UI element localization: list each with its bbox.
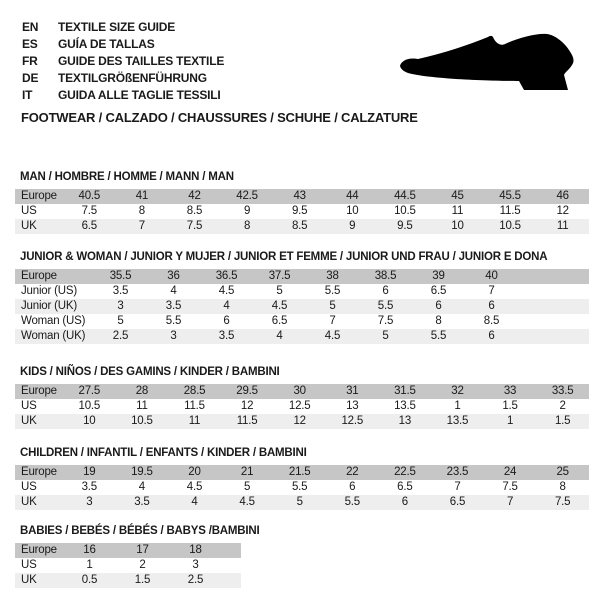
table-cell: 13.5	[394, 400, 416, 412]
table-cell: 17	[136, 544, 149, 556]
section-title: MAN / HOMBRE / HOMME / MANN / MAN	[20, 171, 234, 183]
table-cell: 4.5	[186, 481, 203, 493]
section-title: JUNIOR & WOMAN / JUNIOR Y MUJER / JUNIOR ET FEMME / JUNIOR UND FRAU / JUNIOR E DONA	[20, 251, 548, 263]
table-cell: 11.5	[499, 205, 521, 217]
table-cell: 1.5	[134, 574, 151, 586]
row-label: US	[21, 205, 37, 217]
table-cell: 7.5	[554, 496, 571, 508]
row-label: UK	[21, 415, 37, 427]
table-cell: 6	[382, 285, 389, 297]
table-cell: 21	[240, 466, 254, 478]
table-cell: 31	[346, 385, 359, 397]
size-table	[15, 543, 241, 588]
section-title: BABIES / BEBÉS / BÉBÉS / BABYS /BAMBINI	[20, 525, 260, 537]
row-label: US	[21, 400, 37, 412]
table-cell: 10	[83, 415, 96, 427]
table-cell: 5	[329, 300, 336, 312]
row-label: Europe	[21, 466, 57, 478]
table-cell: 21.5	[288, 466, 311, 478]
table-cell: 40	[485, 270, 498, 282]
size-section-children	[15, 447, 600, 510]
table-cell: 45.5	[499, 190, 521, 202]
table-cell: 24	[503, 466, 517, 478]
row-label: UK	[21, 574, 37, 586]
table-row	[15, 269, 589, 284]
table-cell: 6	[223, 315, 230, 327]
table-row	[15, 543, 241, 558]
table-cell: 7	[506, 496, 514, 508]
table-cell: 23.5	[446, 466, 469, 478]
table-cell: 18	[189, 544, 202, 556]
table-row	[15, 314, 589, 329]
table-cell: 9	[349, 220, 356, 232]
language-code: FR	[22, 54, 38, 68]
table-row	[15, 573, 241, 588]
table-cell: 5	[117, 315, 124, 327]
table-cell: 1	[86, 559, 93, 571]
table-cell: 3.5	[218, 330, 235, 342]
size-table	[15, 384, 589, 429]
table-cell: 13.5	[446, 415, 469, 427]
table-cell: 8	[243, 220, 251, 232]
table-cell: 3	[192, 559, 199, 571]
table-cell: 22.5	[394, 466, 416, 478]
table-cell: 28.5	[183, 385, 206, 397]
table-cell: 5.5	[430, 330, 447, 342]
table-cell: 5.5	[344, 496, 360, 508]
table-cell: 9.5	[397, 220, 413, 232]
language-code: ES	[22, 37, 38, 51]
table-cell: 13	[398, 415, 412, 427]
category-title: FOOTWEAR / CALZADO / CHAUSSURES / SCHUHE / CALZATURE	[21, 110, 418, 125]
table-cell: 6.5	[271, 315, 288, 327]
table-cell: 30	[293, 385, 306, 397]
table-cell: 6	[435, 300, 442, 312]
row-label: UK	[21, 220, 37, 232]
table-row	[15, 189, 589, 204]
row-label: Europe	[21, 270, 57, 282]
table-cell: 8.5	[483, 315, 500, 327]
table-cell: 5.5	[165, 315, 182, 327]
size-section-junior-woman	[15, 251, 600, 344]
table-cell: 8	[435, 315, 442, 327]
dress-shoe-icon	[400, 33, 575, 93]
table-cell: 7.5	[377, 315, 394, 327]
table-cell: 20	[188, 466, 201, 478]
table-row	[15, 399, 589, 414]
size-tables	[0, 171, 600, 588]
table-cell: 7	[138, 220, 145, 232]
table-cell: 8	[138, 205, 145, 217]
table-cell: 12.5	[288, 400, 311, 412]
table-cell: 42	[188, 190, 201, 202]
table-cell: 10.5	[131, 415, 153, 427]
table-cell: 4.5	[271, 300, 288, 312]
table-cell: 0.5	[81, 574, 98, 586]
language-code: EN	[22, 20, 39, 34]
table-cell: 9.5	[291, 205, 308, 217]
table-row	[15, 204, 589, 219]
table-cell: 7.5	[186, 220, 203, 232]
table-cell: 32	[451, 385, 464, 397]
table-cell: 38.5	[374, 270, 397, 282]
row-label: Junior (UK)	[21, 300, 77, 312]
table-cell: 28	[135, 385, 149, 397]
table-cell: 6.5	[397, 481, 413, 493]
row-label: US	[21, 559, 37, 571]
table-cell: 5	[276, 285, 283, 297]
language-label: TEXTILE SIZE GUIDE	[58, 20, 176, 34]
table-cell: 5.5	[291, 481, 308, 493]
table-cell: 10.5	[499, 220, 521, 232]
table-cell: 6	[349, 481, 356, 493]
table-cell: 2	[139, 559, 146, 571]
table-cell: 4.5	[324, 330, 341, 342]
size-section-kids	[15, 366, 600, 429]
language-label: TEXTILGRÖßENFÜHRUNG	[58, 71, 207, 85]
language-label: GUIDA ALLE TAGLIE TESSILI	[58, 88, 221, 102]
table-cell: 11.5	[184, 400, 205, 412]
table-row	[15, 465, 589, 480]
table-cell: 3.5	[81, 481, 97, 493]
size-table	[15, 189, 589, 234]
table-cell: 6.5	[449, 496, 466, 508]
size-table	[15, 465, 589, 510]
row-label: Europe	[21, 190, 57, 202]
table-cell: 38	[326, 270, 339, 282]
table-cell: 8	[559, 481, 566, 493]
table-row	[15, 219, 589, 234]
table-cell: 11.5	[236, 415, 258, 427]
table-cell: 1.5	[554, 415, 571, 427]
table-cell: 27.5	[78, 385, 101, 397]
table-cell: 3.5	[165, 300, 182, 312]
table-cell: 4	[170, 285, 177, 297]
table-cell: 7	[454, 481, 461, 493]
table-cell: 31.5	[394, 385, 416, 397]
table-cell: 44.5	[394, 190, 416, 202]
table-cell: 6.5	[430, 285, 447, 297]
table-cell: 36	[167, 270, 180, 282]
table-cell: 4	[276, 330, 283, 342]
row-label: UK	[21, 496, 37, 508]
language-label: GUÍA DE TALLAS	[58, 37, 155, 51]
table-cell: 12	[293, 415, 306, 427]
table-cell: 5	[243, 481, 251, 493]
table-cell: 19	[83, 466, 96, 478]
table-cell: 36.5	[215, 270, 238, 282]
table-cell: 6.5	[81, 220, 97, 232]
table-cell: 6	[488, 330, 495, 342]
table-cell: 39	[432, 270, 445, 282]
table-cell: 4	[191, 496, 198, 508]
table-cell: 3.5	[134, 496, 150, 508]
section-title: KIDS / NIÑOS / DES GAMINS / KINDER / BAMBINI	[20, 366, 280, 378]
table-cell: 11	[451, 205, 464, 217]
row-label: US	[21, 481, 37, 493]
table-cell: 42.5	[236, 190, 258, 202]
table-cell: 10.5	[78, 400, 101, 412]
row-label: Junior (US)	[21, 285, 77, 297]
table-cell: 4	[223, 300, 230, 312]
table-cell: 46	[556, 190, 569, 202]
table-cell: 2.5	[112, 330, 129, 342]
table-cell: 10.5	[394, 205, 416, 217]
table-row	[15, 284, 589, 299]
row-label: Europe	[21, 385, 57, 397]
table-cell: 4.5	[239, 496, 255, 508]
table-cell: 2	[559, 400, 566, 412]
language-code: IT	[22, 88, 33, 102]
table-cell: 12.5	[341, 415, 364, 427]
table-cell: 10	[346, 205, 359, 217]
table-cell: 1	[454, 400, 461, 412]
table-cell: 2.5	[187, 574, 204, 586]
table-cell: 33	[503, 385, 517, 397]
size-section-man	[15, 171, 600, 234]
table-cell: 33.5	[551, 385, 574, 397]
row-label: Europe	[21, 544, 57, 556]
size-section-babies	[15, 525, 600, 588]
table-cell: 44	[346, 190, 359, 202]
table-cell: 29.5	[236, 385, 258, 397]
table-cell: 3	[86, 496, 93, 508]
table-row	[15, 495, 589, 510]
language-label: GUIDE DES TAILLES TEXTILE	[58, 54, 225, 68]
table-cell: 1	[506, 415, 514, 427]
table-cell: 43	[293, 190, 306, 202]
table-cell: 25	[556, 466, 569, 478]
table-cell: 7.5	[502, 481, 518, 493]
table-cell: 7	[329, 315, 336, 327]
table-cell: 40.5	[78, 190, 101, 202]
table-cell: 8.5	[186, 205, 203, 217]
table-cell: 5	[382, 330, 389, 342]
table-row	[15, 384, 589, 399]
table-cell: 9	[243, 205, 251, 217]
table-row	[15, 299, 589, 314]
table-cell: 3	[170, 330, 177, 342]
section-title: CHILDREN / INFANTIL / ENFANTS / KINDER / BAMBINI	[20, 447, 307, 459]
table-row	[15, 558, 241, 573]
table-row	[15, 480, 589, 495]
table-cell: 12	[556, 205, 569, 217]
language-code: DE	[22, 71, 39, 85]
table-cell: 12	[240, 400, 254, 412]
table-cell: 4.5	[218, 285, 235, 297]
table-cell: 11	[136, 400, 148, 412]
table-cell: 16	[83, 544, 96, 556]
size-table	[15, 269, 589, 344]
table-cell: 5.5	[324, 285, 341, 297]
table-cell: 45	[451, 190, 464, 202]
table-cell: 19.5	[131, 466, 153, 478]
table-cell: 6	[401, 496, 408, 508]
table-cell: 11	[188, 415, 201, 427]
table-cell: 11	[556, 220, 569, 232]
page-header	[0, 0, 600, 104]
table-cell: 5	[296, 496, 303, 508]
table-cell: 1.5	[502, 400, 518, 412]
table-cell: 5.5	[377, 300, 394, 312]
table-row	[15, 329, 589, 344]
table-cell: 8.5	[291, 220, 308, 232]
table-cell: 10	[451, 220, 464, 232]
table-cell: 6	[488, 300, 495, 312]
table-cell: 41	[135, 190, 149, 202]
table-cell: 7.5	[81, 205, 97, 217]
table-cell: 13	[346, 400, 359, 412]
table-cell: 7	[488, 285, 495, 297]
table-row	[15, 414, 589, 429]
table-cell: 37.5	[268, 270, 291, 282]
row-label: Woman (US)	[21, 315, 86, 327]
table-cell: 3.5	[112, 285, 129, 297]
table-cell: 3	[117, 300, 124, 312]
table-cell: 22	[346, 466, 359, 478]
row-label: Woman (UK)	[21, 330, 86, 342]
table-cell: 4	[138, 481, 145, 493]
table-cell: 35.5	[109, 270, 132, 282]
